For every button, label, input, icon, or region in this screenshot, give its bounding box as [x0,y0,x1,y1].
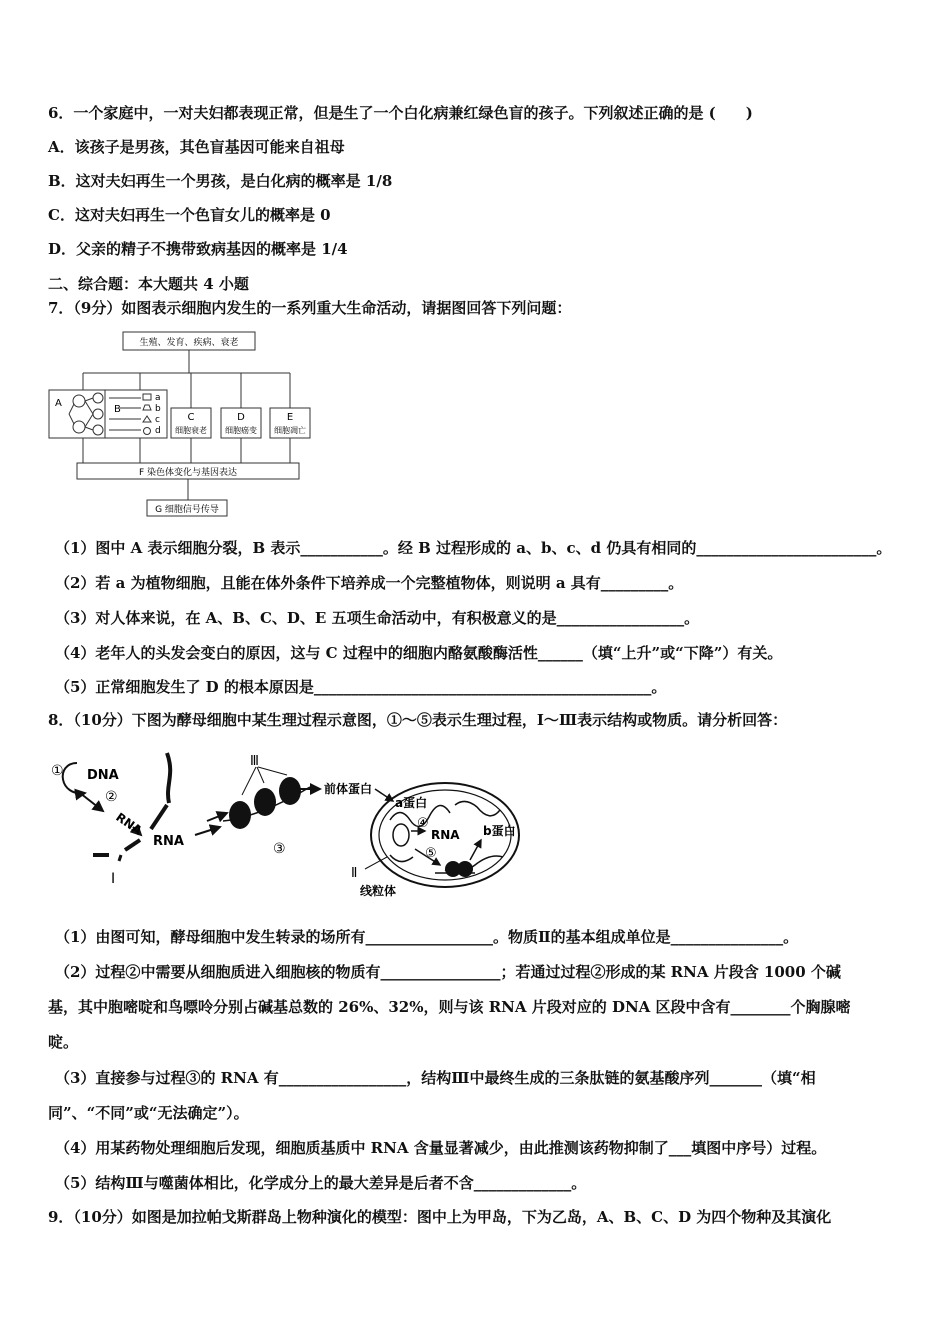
q6-option-a: A．该孩子是男孩，其色盲基因可能来自祖母 [48,138,345,156]
fig8-process-5: ⑤ [425,846,437,861]
q9-stem: 9．（10分）如图是加拉帕戈斯群岛上物种演化的模型：图中上为甲岛，下为乙岛，A、B、C、D 为四个物种及其演化 [48,1208,832,1226]
q7-question-5: （5）正常细胞发生了 D 的根本原因是_____________________________________________。 [55,678,667,696]
fig8-roman-1: Ⅰ [111,871,116,887]
fig7-c-label: C [187,412,195,423]
q8-stem: 8．（10分）下图为酵母细胞中某生理过程示意图，①～⑤表示生理过程，Ⅰ～Ⅲ表示结构或物质。请分析回答： [48,711,788,729]
q8-figure [45,745,565,907]
fig8-process-3: ③ [273,841,286,857]
q8-question-3: （3）直接参与过程③的 RNA 有_________________，结构Ⅲ中最终生成的三条肽链的氨基酸序列_______（填“相 [55,1069,816,1087]
fig7-e-label: E [286,412,294,423]
q7-question-2: （2）若 a 为植物细胞，且能在体外条件下培养成一个完整植物体，则说明 a 具有_________。 [55,574,684,592]
fig7-cell-a: a [155,393,161,403]
fig7-cell-d: d [155,426,161,436]
fig8-a-protein: a蛋白 [395,796,428,810]
q6-option-d: D．父亲的精子不携带致病基因的概率是 1/4 [48,240,348,258]
fig8-roman-2: Ⅱ [351,866,358,881]
fig7-top-label: 生殖、发育、疾病、衰老 [139,338,239,348]
fig8-rna-slant: RNA [113,809,145,838]
fig7-e-text: 细胞凋亡 [274,426,306,435]
fig8-dna: DNA [87,768,119,783]
fig8-process-4: ④ [417,816,429,831]
fig7-d-label: D [237,412,245,423]
fig8-mitochondrion-label: 线粒体 [360,884,397,898]
q6-option-b: B．这对夫妇再生一个男孩，是白化病的概率是 1/8 [48,172,393,190]
q7-stem: 7．（9分）如图表示细胞内发生的一系列重大生命活动，请据图回答下列问题： [48,299,572,317]
fig7-g-label: G 细胞信号传导 [155,505,219,515]
q6-stem: 6．一个家庭中，一对夫妇都表现正常，但是生了一个白化病兼红绿色盲的孩子。下列叙述正确的是 ( ) [48,104,753,122]
q7-question-3: （3）对人体来说，在 A、B、C、D、E 五项生命活动中，有积极意义的是_________________。 [55,609,700,627]
q8-question-4: （4）用某药物处理细胞后发现，细胞质基质中 RNA 含量显著减少，由此推测该药物抑制了___填图中序号）过程。 [55,1139,827,1157]
q6-option-c: C．这对夫妇再生一个色盲女儿的概率是 0 [48,206,331,224]
fig8-process-2: ② [105,789,118,805]
fig7-a-label: A [55,398,62,409]
q8-question-5: （5）结构Ⅲ与噬菌体相比，化学成分上的最大差异是后者不含_____________。 [55,1174,587,1192]
q7-question-1: （1）图中 A 表示细胞分裂，B 表示___________。经 B 过程形成的 a、b、c、d 仍具有相同的________________________。 [55,539,892,557]
fig8-rna: RNA [153,834,184,849]
fig7-cell-b: b [155,404,161,414]
q8-question-3-cont: 同”、“不同”或“无法确定”）。 [48,1104,249,1122]
fig8-rna-2: RNA [431,828,460,842]
fig8-roman-3: Ⅲ [250,754,259,769]
fig7-b-label: B [114,404,121,415]
fig8-precursor-protein: 前体蛋白 [324,782,373,796]
fig8-b-protein: b蛋白 [483,824,516,838]
q8-question-1: （1）由图可知，酵母细胞中发生转录的场所有_________________。物质Ⅱ的基本组成单位是_______________。 [55,928,799,946]
fig7-c-text: 细胞衰老 [175,426,207,435]
q8-question-2-cont: 基，其中胞嘧啶和鸟嘌呤分别占碱基总数的 26%、32%，则与该 RNA 片段对应的 DNA 区段中含有________个胸腺嘧 [48,998,851,1016]
fig7-f-label: F 染色体变化与基因表达 [138,468,238,478]
fig7-d-text: 细胞癌变 [225,426,257,435]
fig8-process-1: ① [51,763,64,779]
section-heading: 二、综合题：本大题共 4 小题 [48,275,249,293]
fig7-cell-c: c [155,415,160,425]
q8-question-2-end: 啶。 [48,1033,79,1051]
q7-question-4: （4）老年人的头发会变白的原因，这与 C 过程中的细胞内酪氨酸酶活性______（填“上升”或“下降”）有关。 [55,644,783,662]
q8-question-2: （2）过程②中需要从细胞质进入细胞核的物质有________________；若通过过程②形成的某 RNA 片段含 1000 个碱 [55,963,841,981]
q7-figure [45,328,320,520]
